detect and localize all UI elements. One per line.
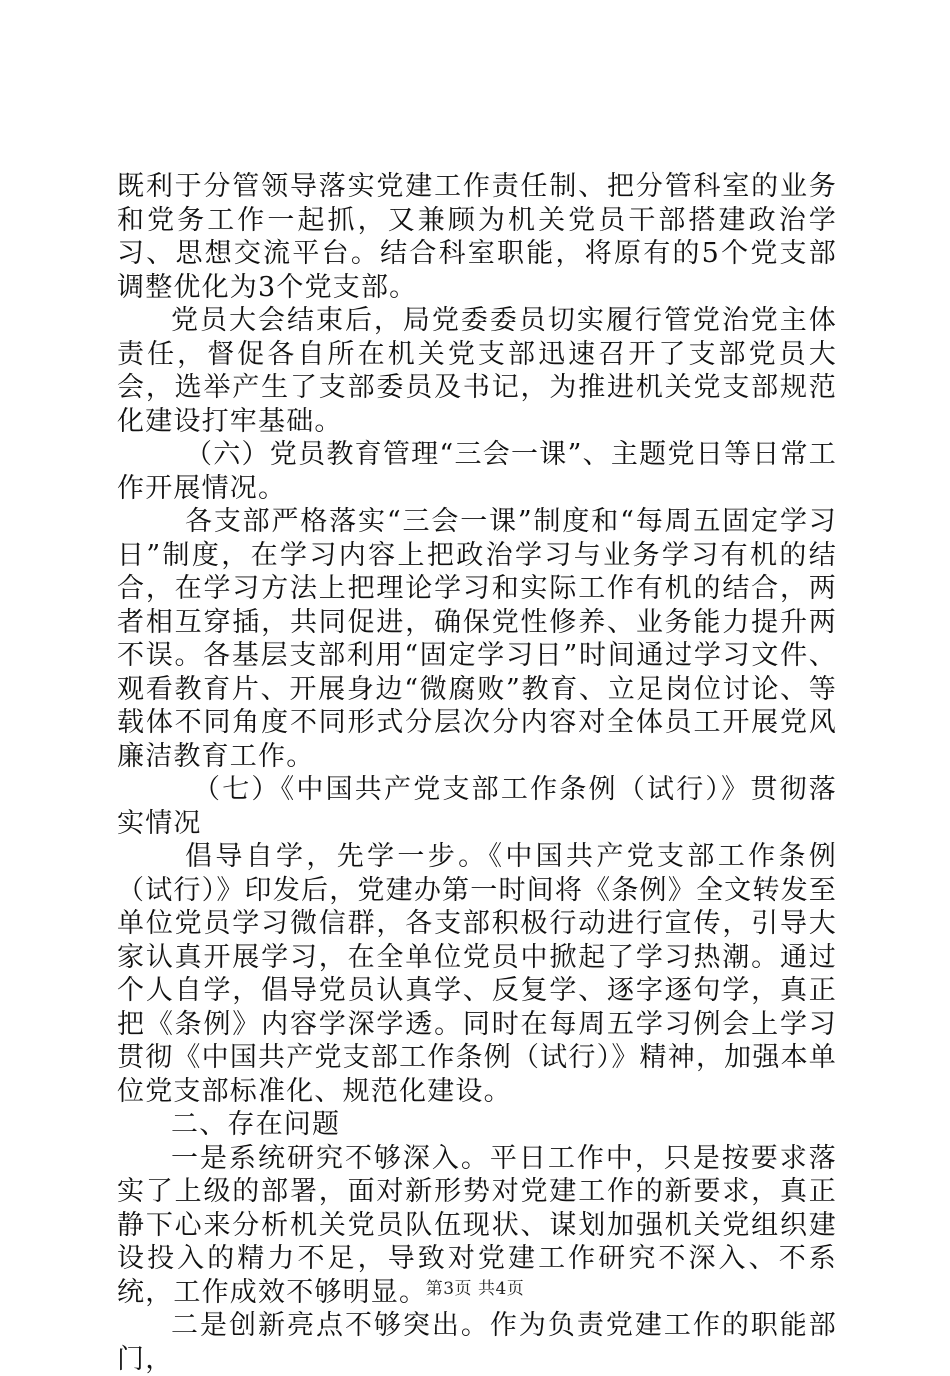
- section-heading-six: （六）党员教育管理“三会一课”、主题党日等日常工作开展情况。: [117, 439, 837, 504]
- paragraph-problem-two: 二是创新亮点不够突出。作为负责党建工作的职能部门，: [117, 1310, 837, 1375]
- section-heading-problems: 二、存在问题: [171, 1109, 341, 1140]
- paragraph-party-meeting: 党员大会结束后，局党委委员切实履行管党治党主体责任，督促各自所在机关党支部迅速召开了支部党员大会，选举产生了支部委员及书记，为推进机关党支部规范化建设打牢基础。: [117, 305, 837, 437]
- paragraph-branch-adjustment: 既利于分管领导落实党建工作责任制、把分管科室的业务和党务工作一起抓，又兼顾为机关党员干部搭建政治学习、思想交流平台。结合科室职能，将原有的5个党支部调整优化为3个党支部。: [117, 171, 837, 303]
- paragraph-problem-one: 一是系统研究不够深入。平日工作中，只是按要求落实了上级的部署，面对新形势对党建工作的新要求，真正静下心来分析机关党员队伍现状、谋划加强机关党组织建设投入的精力不足，导致对党建工作研究不深入、不系统，工作成效不够明显。: [117, 1142, 837, 1308]
- section-heading-seven: （七）《中国共产党支部工作条例（试行）》贯彻落实情况: [117, 774, 837, 839]
- document-body: [117, 170, 837, 1376]
- paragraph-study-system: 各支部严格落实“三会一课”制度和“每周五固定学习日”制度，在学习内容上把政治学习与业务学习有机的结合，在学习方法上把理论学习和实际工作有机的结合，两者相互穿插，共同促进，确保党性修养、业务能力提升两不误。各基层支部利用“固定学习日”时间通过学习文件、观看教育片、开展身边“微腐败”教育、立足岗位讨论、等载体不同角度不同形式分层次分内容对全体员工开展党风廉洁教育工作。: [117, 506, 837, 772]
- page-number-footer: 第3页 共4页: [425, 1279, 525, 1299]
- paragraph-self-study: 倡导自学，先学一步。《中国共产党支部工作条例（试行）》印发后，党建办第一时间将《条例》全文转发至单位党员学习微信群，各支部积极行动进行宣传，引导大家认真开展学习，在全单位党员中掀起了学习热潮。通过个人自学，倡导党员认真学、反复学、逐字逐句学，真正把《条例》内容学深学透。同时在每周五学习例会上学习贯彻《中国共产党支部工作条例（试行）》精神，加强本单位党支部标准化、规范化建设。: [117, 841, 837, 1107]
